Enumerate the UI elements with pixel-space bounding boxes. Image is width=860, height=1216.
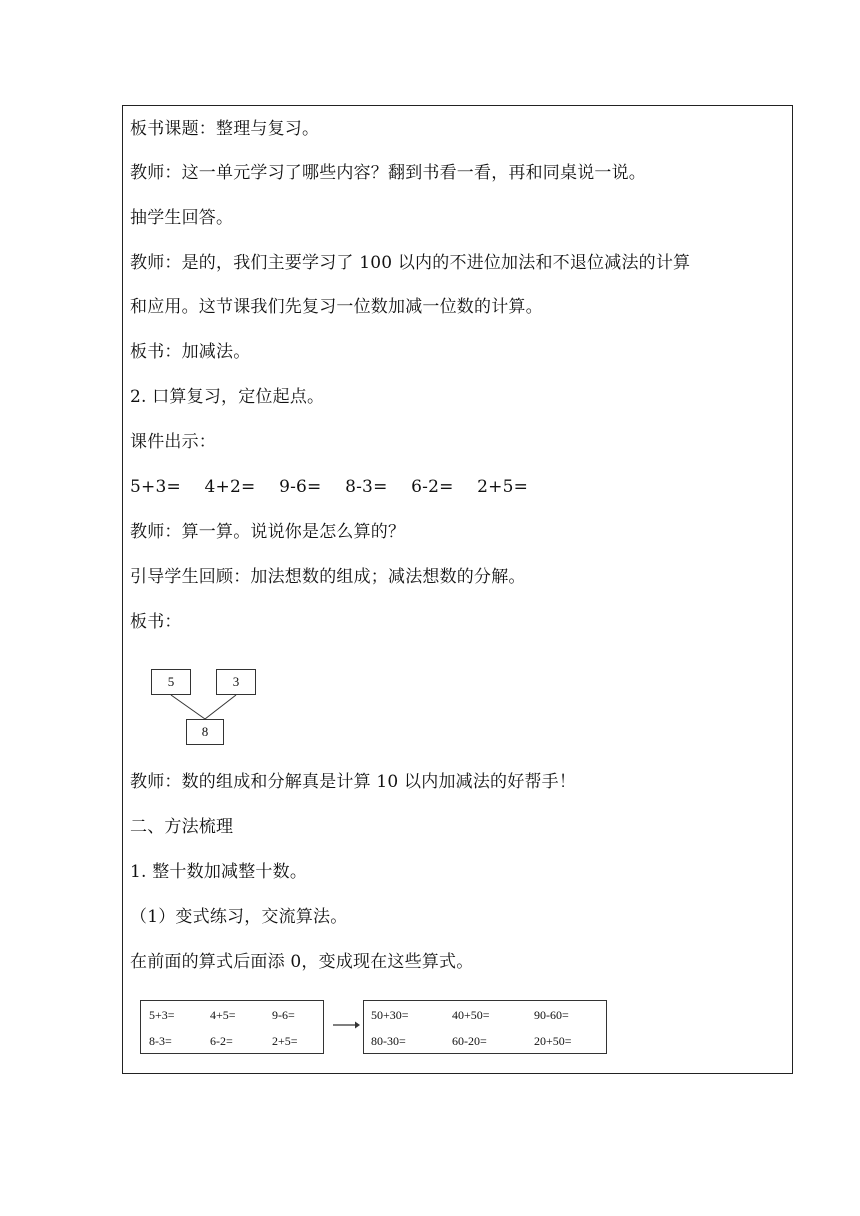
equation: 80-30= (371, 1034, 406, 1048)
text-line: 教师：这一单元学习了哪些内容？翻到书看一看，再和同桌说一说。 (130, 163, 646, 183)
text-line: 引导学生回顾：加法想数的组成；减法想数的分解。 (130, 567, 526, 587)
number-bond-diagram (148, 666, 258, 748)
section-heading: 1. 整十数加减整十数。 (130, 862, 308, 882)
text-line: 课件出示： (130, 432, 216, 452)
equation: 90-60= (534, 1008, 569, 1022)
arrow-right-icon (331, 1018, 361, 1032)
section-heading: 二、方法梳理 (130, 817, 234, 837)
bond-part-right: 3 (216, 669, 256, 695)
equation: 5+3= (130, 477, 181, 497)
equation: 50+30= (371, 1008, 409, 1022)
section-heading: 2. 口算复习，定位起点。 (130, 387, 325, 407)
equation: 40+50= (452, 1008, 490, 1022)
bond-part-left: 5 (151, 669, 191, 695)
text-line: 教师：是的，我们主要学习了 100 以内的不进位加法和不退位减法的计算 (130, 253, 691, 273)
text-line: 和应用。这节课我们先复习一位数加减一位数的计算。 (130, 297, 543, 317)
equation: 4+2= (204, 477, 256, 497)
text-line: （1）变式练习，交流算法。 (130, 907, 348, 927)
equation: 60-20= (452, 1034, 487, 1048)
equation: 2+5= (477, 477, 529, 497)
equation: 5+3= (149, 1008, 175, 1022)
equation: 6-2= (411, 477, 454, 497)
equation: 8-3= (149, 1034, 172, 1048)
text-line: 在前面的算式后面添 0，变成现在这些算式。 (130, 952, 474, 972)
text-line: 教师：算一算。说说你是怎么算的？ (130, 522, 406, 542)
oral-math-row (130, 476, 546, 498)
single-digit-equations-box (140, 1000, 324, 1054)
equation: 2+5= (272, 1034, 298, 1048)
lesson-table-cell (122, 105, 793, 1074)
tens-equations-box (363, 1000, 607, 1054)
text-line: 板书：加减法。 (130, 342, 251, 362)
bond-total: 8 (186, 719, 224, 745)
text-line: 教师：数的组成和分解真是计算 10 以内加减法的好帮手！ (130, 772, 577, 792)
equation: 8-3= (345, 477, 388, 497)
equation: 4+5= (210, 1008, 236, 1022)
equation: 9-6= (272, 1008, 295, 1022)
equation: 20+50= (534, 1034, 572, 1048)
text-line: 板书课题：整理与复习。 (130, 119, 320, 139)
text-line: 抽学生回答。 (130, 208, 234, 228)
equation: 6-2= (210, 1034, 233, 1048)
equation: 9-6= (279, 477, 322, 497)
text-line: 板书： (130, 612, 182, 632)
